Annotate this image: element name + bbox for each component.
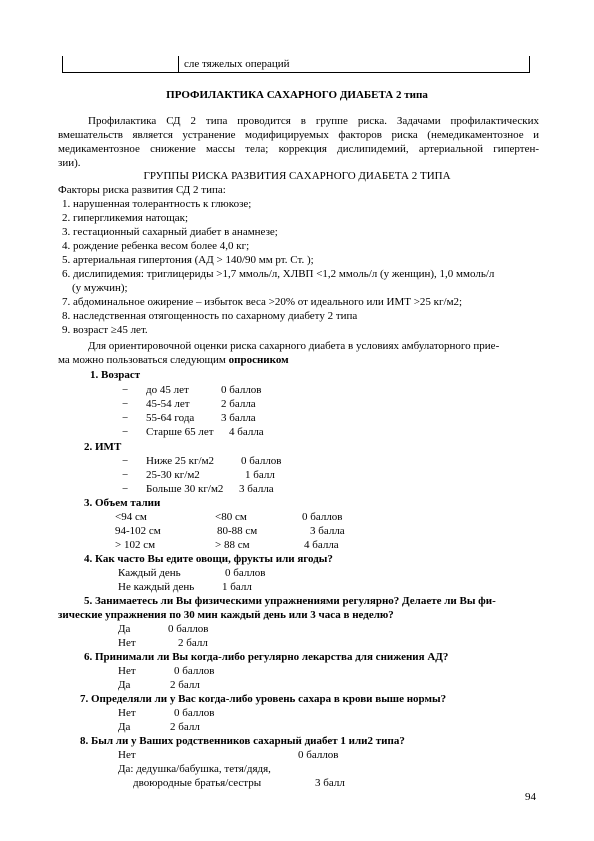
intro-line: Профилактика СД 2 типа проводится в группе риска. Задачами профилактических: [88, 115, 539, 127]
answer-label-continued: двоюродные братья/сестры: [133, 777, 262, 789]
answer-label: Старше 65 лет: [146, 426, 214, 438]
answer-label: Нет: [118, 665, 136, 677]
answer-label: Нет: [118, 637, 136, 649]
questionnaire-intro-line: Для ориентировочной оценки риска сахарного диабета в условиях амбулаторного прие-: [88, 340, 500, 352]
answer-women: > 88 см: [215, 539, 250, 551]
dash-bullet: −: [122, 426, 129, 438]
page-number: 94: [525, 791, 536, 803]
intro-paragraph: [58, 114, 539, 170]
answer-label: Да: [118, 623, 131, 635]
risk-factor-item: 3. гестационный сахарный диабет в анамнезе;: [62, 226, 278, 238]
questionnaire-intro-text: ма можно пользоваться следующим: [58, 354, 229, 366]
answer-women: <80 см: [215, 511, 247, 523]
answer-label: Да: [118, 721, 131, 733]
answer-score: 2 балл: [170, 679, 200, 691]
answer-score: 3 балл: [315, 777, 345, 789]
question-title: 5. Занимаетесь ли Вы физическими упражнениями регулярно? Делаете ли Вы фи-: [84, 595, 496, 607]
answer-score: 0 баллов: [302, 511, 343, 523]
risk-factor-item: 5. артериальная гипертония (АД > 140/90 мм рт. Ст. );: [62, 254, 314, 266]
intro-line: вмешательств является устранение модифицируемых факторов риска (немедикаментозное и: [58, 129, 539, 141]
dash-bullet: −: [122, 384, 129, 396]
questionnaire-intro-line: [58, 353, 289, 367]
answer-label: Не каждый день: [118, 581, 195, 593]
answer-men: > 102 см: [115, 539, 156, 551]
answer-label: 45-54 лет: [146, 398, 190, 410]
answer-label: Больше 30 кг/м2: [146, 483, 224, 495]
intro-line: зии).: [58, 157, 81, 169]
dash-bullet: −: [122, 398, 129, 410]
answer-label: Да: дедушка/бабушка, тетя/дядя,: [118, 763, 271, 775]
answer-men: <94 см: [115, 511, 147, 523]
question-title: 1. Возраст: [90, 369, 141, 381]
answer-score: 3 балла: [310, 525, 345, 537]
answer-label: Да: [118, 679, 131, 691]
risk-factor-item: 8. наследственная отягощенность по сахарному диабету 2 типа: [62, 310, 358, 322]
risk-factor-item: 6. дислипидемия: триглицериды >1,7 ммоль/л, ХЛВП <1,2 ммоль/л (у женщин), 1,0 ммоль/л: [62, 268, 495, 280]
answer-score: 0 баллов: [241, 455, 282, 467]
answer-score: 0 баллов: [168, 623, 209, 635]
questionnaire-term: опросником: [228, 354, 289, 366]
question-title: 4. Как часто Вы едите овощи, фрукты или ягоды?: [84, 553, 333, 565]
dash-bullet: −: [122, 455, 129, 467]
risk-groups-heading: ГРУППЫ РИСКА РАЗВИТИЯ САХАРНОГО ДИАБЕТА 2 ТИПА: [143, 170, 451, 182]
answer-score: 2 балл: [170, 721, 200, 733]
question-title: 2. ИМТ: [84, 441, 122, 453]
answer-score: 3 балла: [239, 483, 274, 495]
answer-label: до 45 лет: [146, 384, 189, 396]
risk-factors-label: Факторы риска развития СД 2 типа:: [58, 184, 226, 196]
answer-label: Ниже 25 кг/м2: [146, 455, 215, 467]
answer-label: 55-64 года: [146, 412, 195, 424]
table-cell-text: сле тяжелых операций: [184, 58, 290, 70]
answer-label: Каждый день: [118, 567, 181, 579]
intro-line: медикаментозное снижение массы тела; коррекция дислипидемий, артериальной гипертен-: [58, 143, 539, 155]
answer-score: 0 баллов: [298, 749, 339, 761]
dash-bullet: −: [122, 412, 129, 424]
answer-score: 4 балла: [229, 426, 264, 438]
risk-factor-item: 2. гипергликемия натощак;: [62, 212, 189, 224]
question-title: 6. Принимали ли Вы когда-либо регулярно лекарства для снижения АД?: [84, 651, 449, 663]
question-title-continued: зические упражнения по 30 мин каждый день или 3 часа в неделю?: [58, 609, 394, 621]
risk-factor-item: 9. возраст ≥45 лет.: [62, 324, 148, 336]
answer-score: 0 баллов: [174, 665, 215, 677]
dash-bullet: −: [122, 483, 129, 495]
question-title: 7. Определяли ли у Вас когда-либо уровень сахара в крови выше нормы?: [80, 693, 447, 705]
answer-score: 1 балл: [245, 469, 275, 481]
answer-score: 0 баллов: [221, 384, 262, 396]
answer-women: 80-88 см: [217, 525, 258, 537]
answer-label: Нет: [118, 707, 136, 719]
risk-factor-item: 4. рождение ребенка весом более 4,0 кг;: [62, 240, 250, 252]
answer-score: 2 балл: [178, 637, 208, 649]
answer-men: 94-102 см: [115, 525, 161, 537]
question-title: 3. Объем талии: [84, 497, 161, 509]
question-title: 8. Был ли у Ваших родственников сахарный диабет 1 или2 типа?: [80, 735, 405, 747]
answer-score: 0 баллов: [225, 567, 266, 579]
risk-factor-item: 1. нарушенная толерантность к глюкозе;: [62, 198, 252, 210]
answer-score: 1 балл: [222, 581, 252, 593]
dash-bullet: −: [122, 469, 129, 481]
answer-label: Нет: [118, 749, 136, 761]
answer-score: 3 балла: [221, 412, 256, 424]
page-title: ПРОФИЛАКТИКА САХАРНОГО ДИАБЕТА 2 типа: [166, 89, 428, 101]
answer-score: 4 балла: [304, 539, 339, 551]
answer-label: 25-30 кг/м2: [146, 469, 200, 481]
answer-score: 2 балла: [221, 398, 256, 410]
table-fragment: [62, 56, 530, 73]
table-cell-empty: [63, 56, 179, 72]
risk-factor-item-continued: (у мужчин);: [72, 282, 128, 294]
answer-score: 0 баллов: [174, 707, 215, 719]
risk-factor-item: 7. абдоминальное ожирение – избыток веса >20% от идеального или ИМТ >25 кг/м2;: [62, 296, 463, 308]
